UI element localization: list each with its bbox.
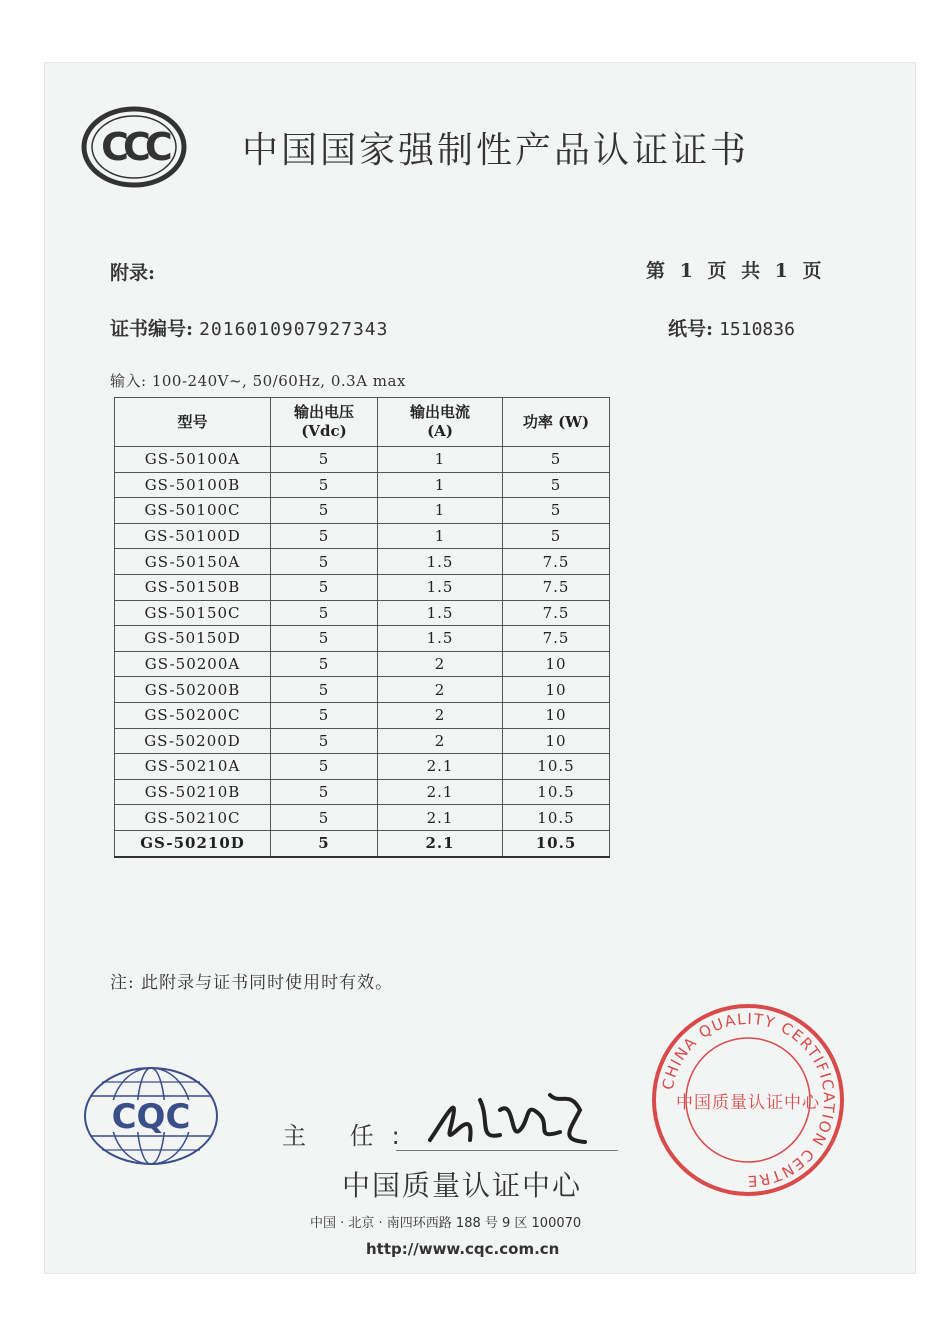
cell-power: 10.5 (503, 830, 610, 856)
cell-model: GS-50150A (115, 549, 271, 575)
table-row (115, 523, 610, 549)
cell-power: 10 (503, 651, 610, 677)
cell-current: 1 (378, 472, 503, 498)
header-voltage-line2: (Vdc) (301, 422, 347, 440)
header-current (378, 398, 503, 447)
cell-model: GS-50150D (115, 626, 271, 652)
cell-power: 7.5 (503, 626, 610, 652)
cell-power: 7.5 (503, 549, 610, 575)
certificate-number-value: 2016010907927343 (199, 319, 389, 340)
cell-model: GS-50100D (115, 523, 271, 549)
cell-current: 1.5 (378, 626, 503, 652)
cell-current: 1.5 (378, 600, 503, 626)
cell-current: 2 (378, 702, 503, 728)
cell-model: GS-50200C (115, 702, 271, 728)
cell-voltage: 5 (271, 728, 378, 754)
table-row (115, 677, 610, 703)
cell-voltage: 5 (271, 754, 378, 780)
cell-model: GS-50200A (115, 651, 271, 677)
cell-model: GS-50200D (115, 728, 271, 754)
table-row (115, 600, 610, 626)
certificate-title: 中国国家强制性产品认证证书 (242, 130, 750, 171)
cell-power: 5 (503, 523, 610, 549)
cqc-logo-text: CQC (111, 1097, 191, 1137)
model-spec-table (114, 397, 610, 858)
header-voltage (271, 398, 378, 447)
table-row (115, 779, 610, 805)
cell-voltage: 5 (271, 702, 378, 728)
director-label: 主 任: (282, 1122, 418, 1150)
organization-name: 中国质量认证中心 (342, 1169, 583, 1202)
cell-model: GS-50210A (115, 754, 271, 780)
cell-voltage: 5 (271, 830, 378, 856)
table-row (115, 805, 610, 831)
cell-voltage: 5 (271, 523, 378, 549)
cell-power: 7.5 (503, 574, 610, 600)
cell-power: 7.5 (503, 600, 610, 626)
header-voltage-line1: 输出电压 (293, 403, 354, 421)
cell-model: GS-50100A (115, 447, 271, 473)
header-model-text: 型号 (177, 412, 208, 431)
cqc-logo (80, 1064, 222, 1168)
cell-model: GS-50200B (115, 677, 271, 703)
cell-current: 2 (378, 677, 503, 703)
ccc-logo (80, 104, 188, 190)
certificate-number-label: 证书编号: (110, 318, 194, 340)
cell-power: 10 (503, 728, 610, 754)
cell-current: 1.5 (378, 549, 503, 575)
table-row (115, 498, 610, 524)
director-signature (420, 1070, 600, 1160)
ccc-logo-text: CCC (101, 125, 167, 169)
table-row (115, 447, 610, 473)
cell-model: GS-50210D (115, 830, 271, 856)
cell-power: 5 (503, 498, 610, 524)
table-row (115, 626, 610, 652)
organization-website[interactable]: http://www.cqc.com.cn (366, 1240, 560, 1258)
cell-current: 1 (378, 447, 503, 473)
seal-outer-text: CHINA QUALITY CERTIFICATION CENTRE (658, 1009, 839, 1191)
cell-voltage: 5 (271, 677, 378, 703)
cell-power: 5 (503, 447, 610, 473)
page-count: 第 1 页 共 1 页 (646, 260, 826, 282)
table-row (115, 574, 610, 600)
cell-model: GS-50150B (115, 574, 271, 600)
cell-model: GS-50100B (115, 472, 271, 498)
cell-voltage: 5 (271, 498, 378, 524)
cell-current: 2 (378, 651, 503, 677)
paper-number (668, 314, 795, 341)
cell-voltage: 5 (271, 600, 378, 626)
cell-voltage: 5 (271, 549, 378, 575)
signature-line (396, 1150, 618, 1151)
cell-power: 10 (503, 702, 610, 728)
cell-power: 10.5 (503, 805, 610, 831)
certification-seal (650, 1002, 846, 1198)
table-row (115, 549, 610, 575)
table-row (115, 754, 610, 780)
cell-current: 2.1 (378, 754, 503, 780)
header-power (503, 398, 610, 447)
cell-model: GS-50150C (115, 600, 271, 626)
appendix-label: 附录: (110, 262, 156, 284)
table-row (115, 651, 610, 677)
cell-voltage: 5 (271, 447, 378, 473)
table-row (115, 728, 610, 754)
cell-current: 2.1 (378, 830, 503, 856)
table-row (115, 472, 610, 498)
table-header-row (115, 398, 610, 447)
cell-current: 2.1 (378, 779, 503, 805)
cell-voltage: 5 (271, 651, 378, 677)
paper-number-label: 纸号: (668, 318, 714, 340)
cell-current: 1 (378, 498, 503, 524)
input-spec: 输入: 100-240V~, 50/60Hz, 0.3A max (110, 372, 406, 390)
cell-power: 5 (503, 472, 610, 498)
cell-voltage: 5 (271, 626, 378, 652)
cell-voltage: 5 (271, 805, 378, 831)
header-current-line2: (A) (427, 422, 453, 440)
cell-power: 10.5 (503, 779, 610, 805)
cell-current: 1.5 (378, 574, 503, 600)
cell-voltage: 5 (271, 574, 378, 600)
table-row (115, 702, 610, 728)
header-model (115, 398, 271, 447)
table-row (115, 830, 610, 856)
certificate-number (110, 314, 388, 341)
cell-current: 2.1 (378, 805, 503, 831)
cell-voltage: 5 (271, 779, 378, 805)
cell-model: GS-50210B (115, 779, 271, 805)
cell-current: 1 (378, 523, 503, 549)
seal-inner-text: 中国质量认证中心 (676, 1093, 820, 1113)
cell-model: GS-50210C (115, 805, 271, 831)
cell-model: GS-50100C (115, 498, 271, 524)
validity-note: 注: 此附录与证书同时使用时有效。 (110, 973, 394, 993)
cell-power: 10.5 (503, 754, 610, 780)
cell-current: 2 (378, 728, 503, 754)
header-current-line1: 输出电流 (409, 403, 470, 421)
cell-voltage: 5 (271, 472, 378, 498)
header-power-text: 功率 (W) (522, 412, 590, 431)
cell-power: 10 (503, 677, 610, 703)
paper-number-value: 1510836 (719, 319, 795, 340)
organization-address: 中国 · 北京 · 南四环西路 188 号 9 区 100070 (310, 1216, 582, 1231)
